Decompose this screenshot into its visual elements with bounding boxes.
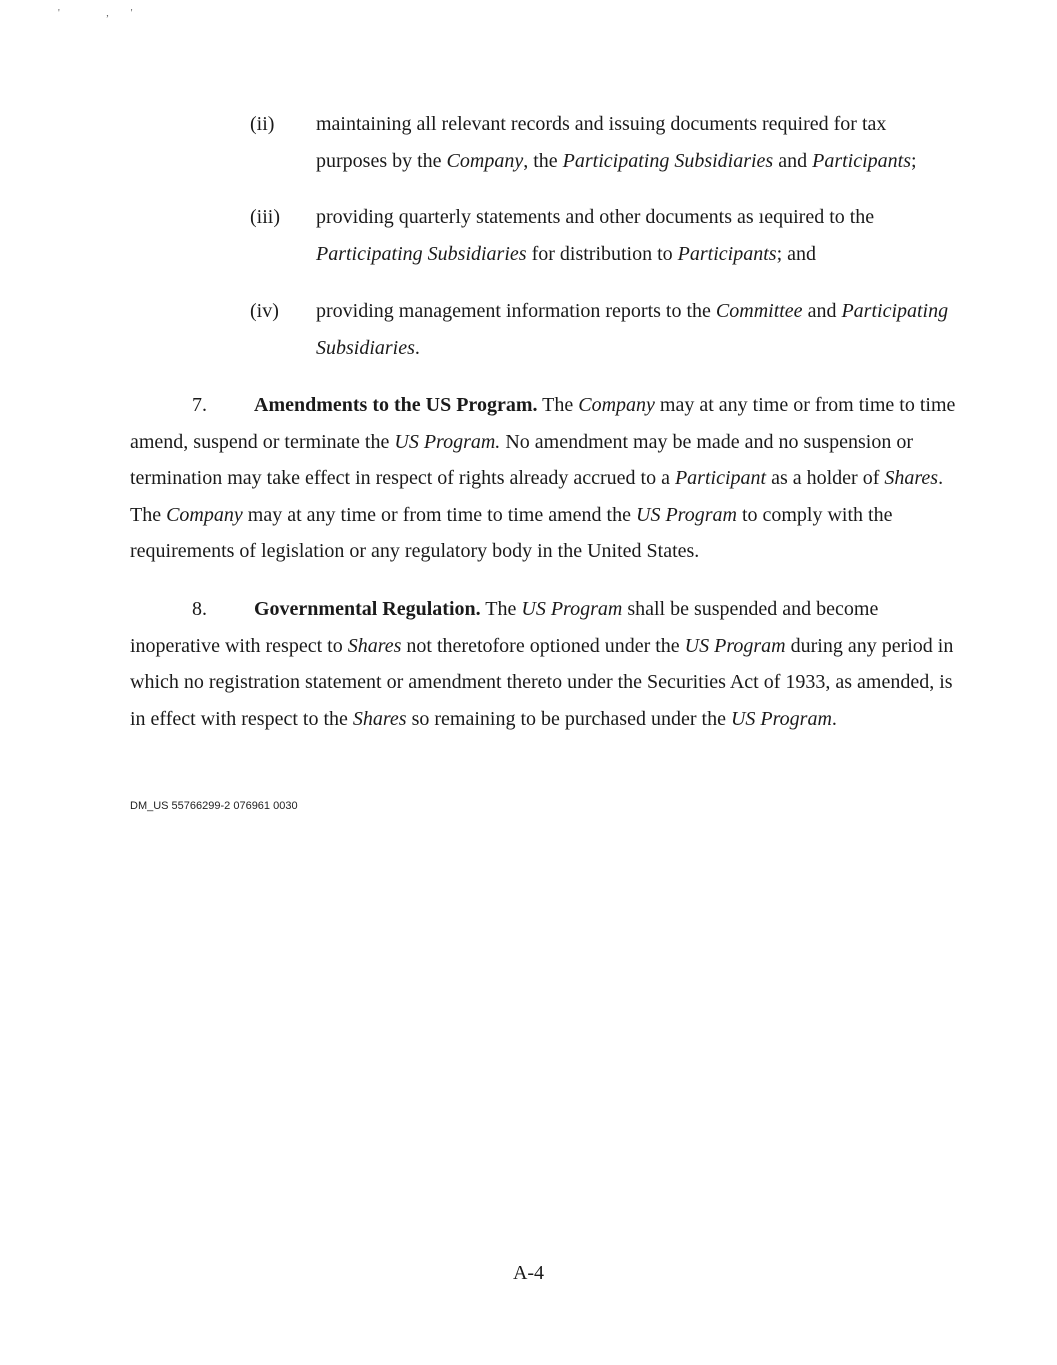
italic-term: Participants xyxy=(812,150,911,172)
italic-term: Participating Subsidiaries xyxy=(562,150,774,172)
italic-term: Participants xyxy=(677,243,777,265)
list-item-number: (iii) xyxy=(250,206,280,228)
italic-term: US Program xyxy=(684,634,786,657)
list-item-text: providing management information reports to the Committee and Participating Subsidiaries. xyxy=(316,300,949,359)
italic-term: Shares xyxy=(884,467,939,489)
italic-term: Shares xyxy=(352,707,407,730)
list-item-number: (ii) xyxy=(250,113,275,135)
section-8 xyxy=(130,591,960,737)
italic-term: Participant xyxy=(674,467,767,489)
section-text: The Company may at any time or from time to time amend, suspend or terminate the US Program. No amendment may be made and no suspension or termination may take effect in respect of rights already accrued to a Participant as a holder of Shares. The Company may at any time or from time to time amend the US Program to comply with the requirements of legislation or any regulatory body in the United States. xyxy=(130,394,956,562)
italic-term: Company xyxy=(166,503,243,526)
italic-term: US Program xyxy=(730,707,832,730)
scan-artifact: ' ,' xyxy=(58,8,155,19)
italic-term: Shares xyxy=(347,634,402,657)
section-heading: Amendments to the US Program. xyxy=(254,394,538,416)
italic-term: US Program xyxy=(521,598,623,620)
page-number: A-4 xyxy=(512,1262,545,1284)
list-item-ii xyxy=(250,106,960,180)
list-item-iv xyxy=(250,293,960,367)
section-heading: Governmental Regulation. xyxy=(254,598,481,620)
section-number: 7. xyxy=(192,394,207,416)
italic-term: US Program. xyxy=(394,430,501,453)
list-item-text: maintaining all relevant records and issuing documents required for tax purposes by the Company, the Participating Subsidiaries and Participants; xyxy=(316,113,917,172)
list-item-number: (iv) xyxy=(250,300,279,322)
section-7 xyxy=(130,387,960,570)
section-number: 8. xyxy=(192,598,207,620)
italic-term: US Program xyxy=(636,503,737,526)
section-text: The US Program shall be suspended and become inoperative with respect to Shares not theretofore optioned under the US Program during any period in which no registration statement or amendment thereto under the Securities Act of 1933, as amended, is in effect with respect to the Shares so remaining to be purchased under the US Program. xyxy=(130,598,954,730)
italic-term: Participating Subsidiaries xyxy=(316,300,949,359)
list-item-text: providing quarterly statements and other documents as ıequired to the Participating Subsidiaries for distribution to Participants; and xyxy=(316,206,875,265)
italic-term: Company xyxy=(578,394,655,416)
italic-term: Committee xyxy=(715,300,803,322)
italic-term: Participating Subsidiaries xyxy=(316,243,527,265)
list-item-iii xyxy=(250,199,960,273)
document-id: DM_US 55766299-2 076961 0030 xyxy=(130,800,298,812)
italic-term: Company xyxy=(446,150,524,172)
